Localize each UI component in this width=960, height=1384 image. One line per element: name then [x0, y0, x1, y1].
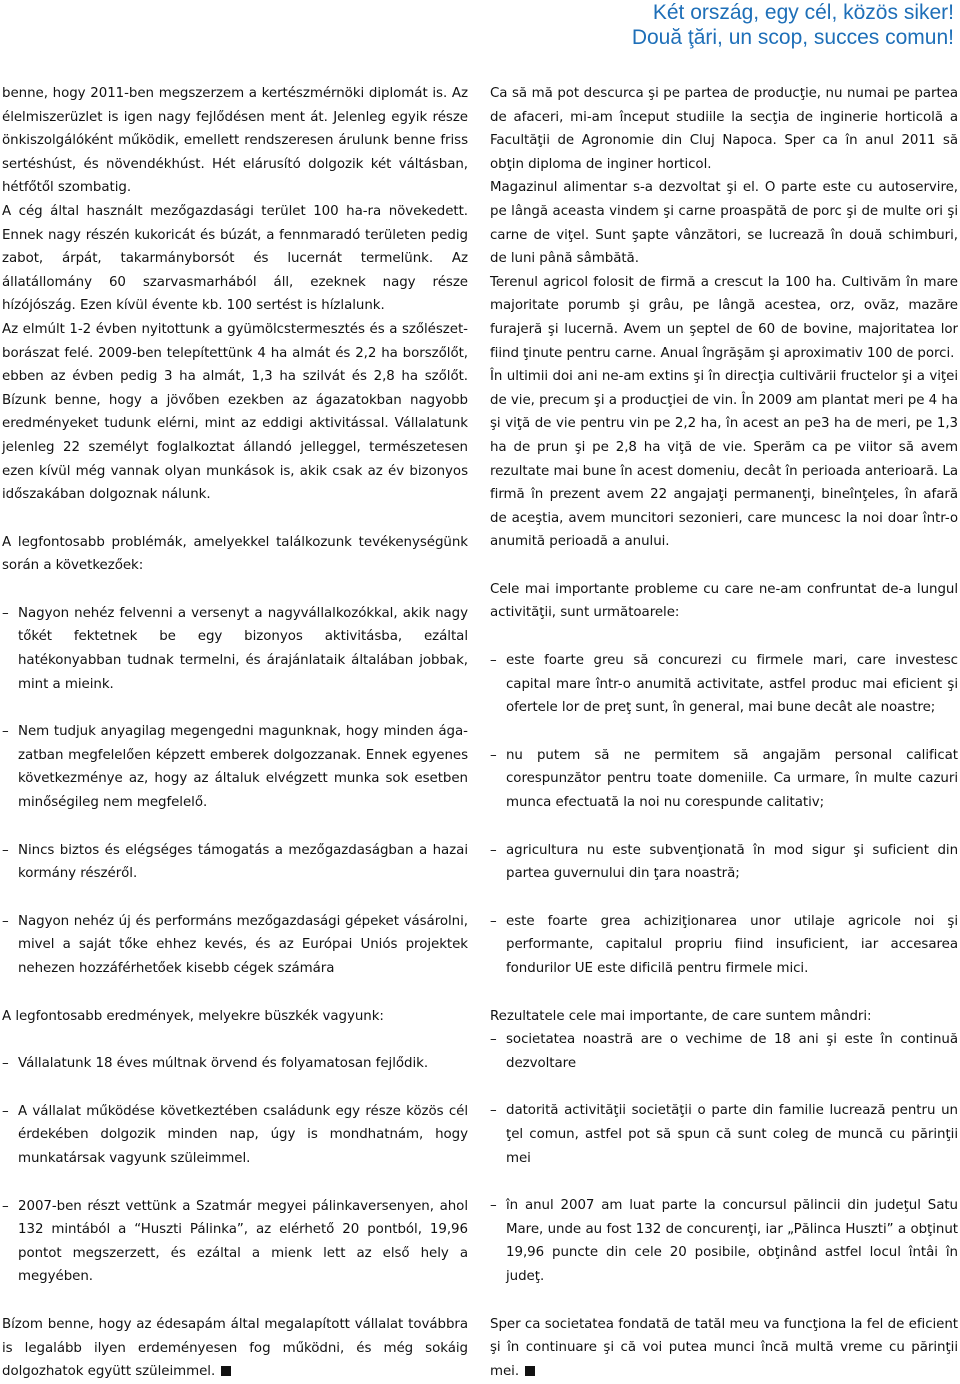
- list-item: – este foarte grea achiziţionarea unor utilaje agricole noi şi performante, capitalul propriu fiind insuficient, iar accesarea fondurilor UE este dificilă pentru firmele mici.: [490, 910, 958, 981]
- page-header: [354, 0, 954, 50]
- closing-paragraph: [490, 1313, 958, 1384]
- list-item: – datorită activităţii societăţii o parte din familie lucrează pentru un ţel comun, astfel pot să spun că sunt coleg de muncă cu părinţii mei: [490, 1099, 958, 1170]
- closing-paragraph: [2, 1313, 468, 1384]
- list-item: – Nagyon nehéz új és performáns mezőgazdasági gépeket vásárolni, mivel a saját tőke ehhez kevés, és az Európai Uniós projektek nehezen hozzáférhetőek kisebb cégek számára: [2, 910, 468, 981]
- list-item: – societatea noastră are o vechime de 18 ani şi este în continuă dezvoltare: [490, 1028, 958, 1075]
- problems-list: [2, 602, 468, 981]
- paragraph: benne, hogy 2011-ben megszerzem a kertészmérnöki diplomát is. Az élelmiszerüzlet is igen nagy fejlődésen ment át. Jelenleg egyik része önkiszolgálóként működik, emellett rendszeresen árulunk benne friss sertéshúst, és növendékhúst. Hét elárusító dolgozik két váltásban, hétfőtől szombatig.: [2, 86, 468, 196]
- list-item: – este foarte greu să concurezi cu firmele mari, care investesc capital mare într-o anumită activitate, astfel produc mai eficient şi ofertele lor de preţ sunt, în general, mai bune decât ale noastre;: [490, 649, 958, 720]
- problems-intro: Cele mai importante probleme cu care ne-am confruntat de-a lungul activităţii, sunt următoarele:: [490, 581, 958, 621]
- end-square-icon: [525, 1366, 535, 1376]
- list-item: – Nem tudjuk anyagilag megengedni magunknak, hogy minden ágazatban megfelelően képzett emberek dolgozzanak. Ennek egyenes következménye az, hogy az általuk elvégzett munka sok esetben minőségileg nem megfelelő.: [2, 720, 468, 814]
- header-romanian: Două ţări, un scop, succes comun!: [631, 26, 954, 49]
- list-item: – nu putem să ne permitem să angajăm personal calificat corespunzător pentru toate domeniile. Ca urmare, în multe cazuri munca efectuată la noi nu corespunde calitativ;: [490, 744, 958, 815]
- results-intro: A legfontosabb eredmények, melyekre büszkék vagyunk:: [2, 1008, 384, 1024]
- paragraph: Terenul agricol folosit de firmă a crescut la 100 ha. Cultivăm în mare majoritate porumb şi grâu, pe lângă acestea, orz, ovăz, mazăre furajeră şi lucernă. Avem un şeptel de 60 de bovine, majoritatea lor fiind ţinute pentru carne. Anual îngrăşăm şi aproximativ 100 de porci.: [490, 274, 958, 361]
- list-item: – agricultura nu este subvenţionată în mod sigur şi suficient din partea guvernului din ţara noastră;: [490, 839, 958, 886]
- results-list: [2, 1052, 468, 1289]
- list-item: – Nagyon nehéz felvenni a versenyt a nagyvállalkozókkal, akik nagy tőkét fektetnek be egy bizonyos aktivitásba, ezáltal hatékonyabban tudnak termelni, és árajánlataik általában jobbak, mint a mieink.: [2, 602, 468, 696]
- paragraph: A cég által használt mezőgazdasági terület 100 ha-ra növekedett. Ennek nagy részén kukoricát és búzát, a fennmaradó területen pedig zabot, árpát, takarmányborsót és lucernát termelünk. Az állatállomány 60 szarvasmarhából áll, ezeknek nagy része hízójószág. Ezen kívül évente kb. 100 sertést is hízlalunk.: [2, 203, 468, 314]
- closing-text: Bízom benne, hogy az édesapám által megalapított vállalat továbbra is legalább ilyen erdeményesen fog működni, és még sokáig dolgozhatok együtt szüleimmel.: [2, 1316, 468, 1380]
- column-romanian: [490, 82, 958, 1383]
- list-item: – în anul 2007 am luat parte la concursul pălincii din judeţul Satu Mare, unde au fost 132 de concurenţi, iar „Pălinca Huszti” a obţinut 19,96 puncte din cele 20 posibile, obţinând astfel locul întâi în judeţ.: [490, 1194, 958, 1288]
- problems-list: [490, 649, 958, 981]
- end-square-icon: [221, 1366, 231, 1376]
- list-item: – 2007-ben részt vettünk a Szatmár megyei pálinkaversenyen, ahol 132 mintából a “Huszti Pálinka”, az elérhető 20 pontból, 19,96 pontot megszerzett, és ezáltal a mienk lett az első hely a megyében.: [2, 1195, 468, 1289]
- paragraph: Magazinul alimentar s-a dezvoltat şi el. O parte este cu autoservire, pe lângă aceasta vindem şi carne proaspătă de porc şi de multe ori şi carne de viţel. Sunt şapte vânzători, se lucrează în două schimburi, de luni până sâmbătă.: [490, 180, 958, 267]
- list-item: – A vállalat működése következtében családunk egy része közös cél érdekében dolgozik minden nap, úgy is mondhatnám, hogy munkatársak vagyunk szüleimmel.: [2, 1100, 468, 1171]
- results-list: [490, 1028, 958, 1288]
- results-intro: Rezultatele cele mai importante, de care suntem mândri:: [490, 1008, 872, 1024]
- paragraph: În ultimii doi ani ne-am extins şi în direcţia cultivării fructelor şi a viţei de vie, precum şi a producţiei de vin. În 2009 am plantat meri pe 4 ha şi viţă de vie pentru vin pe 2,2 ha, în acest an pe3 ha de meri, pe 1,3 ha de prun şi pe 2,8 ha viţă de vie. Sperăm ca pe viitor să avem rezultate mai bune în acest domeniu, decât în perioada anterioară. La firmă în prezent avem 22 angajaţi permanenţi, bineînţeles, în afară de aceştia, avem muncitori sezonieri, care muncesc la noi doar într-o anumită perioadă a anului.: [490, 369, 958, 550]
- closing-text: Sper ca societatea fondată de tatăl meu va funcţiona la fel de eficient şi în continuare şi că voi putea munci încă multă vreme cu părinţii mei.: [490, 1316, 958, 1379]
- list-item: – Nincs biztos és elégséges támogatás a mezőgazdaságban a hazai kormány részéről.: [2, 839, 468, 886]
- paragraph: Ca să mă pot descurca şi pe partea de producţie, nu numai pe partea de afaceri, mi-am început studiile la secţia de inginerie horticolă a Facultăţii de Agronomie din Cluj Napoca. Sper ca în anul 2011 să obţin diploma de inginer horticol.: [490, 86, 958, 172]
- header-hungarian: Két ország, egy cél, közös siker!: [652, 1, 954, 24]
- column-hungarian: [2, 82, 468, 1384]
- list-item: – Vállalatunk 18 éves múltnak örvend és folyamatosan fejlődik.: [2, 1052, 468, 1076]
- paragraph: Az elmúlt 1-2 évben nyitottunk a gyümölcstermesztés és a szőlészetborászat felé. 2009-ben telepítettünk 4 ha almát és 2,2 ha borszőlőt, ebben az évben pedig 3 ha almát, 1,3 ha szilvát és 2,8 ha szőlőt. Bízunk benne, hogy a jövőben ezekben az ágazatokban nagyobb eredményeket tudunk elérni, mint az eddigi aktivitással. Vállalatunk jelenleg 22 személyt foglalkoztat állandó jelleggel, természetesen ezen kívül még vannak olyan munkások is, akik csak az év bizonyos időszakában dolgoznak nálunk.: [2, 321, 468, 503]
- problems-intro: A legfontosabb problémák, amelyekkel találkozunk tevékenységünk során a következőek:: [2, 534, 468, 574]
